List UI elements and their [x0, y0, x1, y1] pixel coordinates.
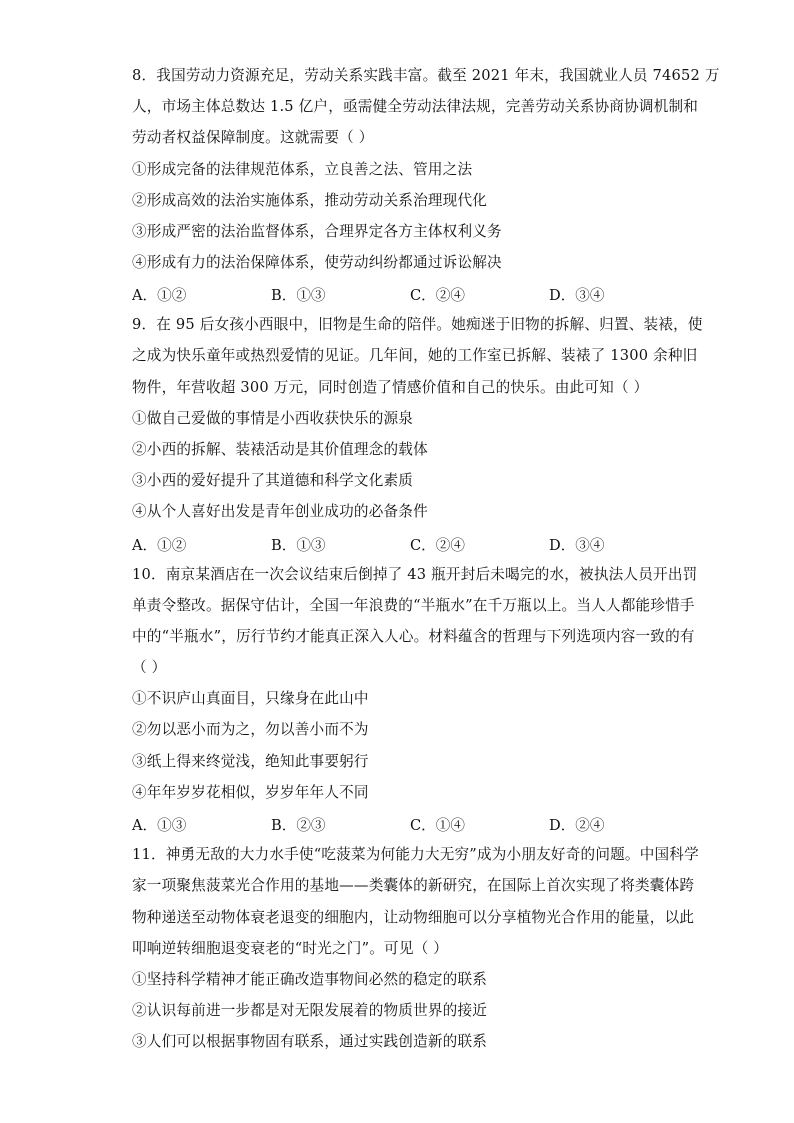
- q10-stem-line-4: （ ）: [132, 659, 167, 676]
- q8-option-c[interactable]: C．②④: [410, 287, 465, 304]
- q9-option-a[interactable]: A．①②: [132, 537, 187, 554]
- q8-item-4: ④形成有力的法治保障体系，使劳动纠纷都通过诉讼解决: [132, 254, 502, 271]
- q9-stem-line-1: 9．在 95 后女孩小西眼中，旧物是生命的陪伴。她痴迷于旧物的拆解、归置、装裱，使: [132, 316, 703, 333]
- q8-option-a[interactable]: A．①②: [132, 287, 187, 304]
- q10-stem-line-1: 10．南京某酒店在一次会议结束后倒掉了 43 瓶开封后未喝完的水，被执法人员开出罚: [132, 566, 698, 583]
- q10-item-1: ①不识庐山真面目，只缘身在此山中: [132, 690, 369, 707]
- q10-options: [132, 814, 632, 834]
- q10-stem-line-2: 单责令整改。据保守估计，全国一年浪费的“半瓶水”在千万瓶以上。当人人都能珍惜手: [132, 597, 695, 614]
- q9-option-b[interactable]: B．①③: [271, 537, 326, 554]
- q11-stem-line-3: 物种递送至动物体衰老退变的细胞内，让动物细胞可以分享植物光合作用的能量，以此: [132, 909, 695, 926]
- q10-stem-line-3: 中的“半瓶水”，厉行节约才能真正深入人心。材料蕴含的哲理与下列选项内容一致的有: [132, 628, 695, 645]
- q9-item-2: ②小西的拆解、装裱活动是其价值理念的载体: [132, 441, 428, 458]
- q8-option-b[interactable]: B．①③: [271, 287, 326, 304]
- q8-options: [132, 284, 632, 304]
- q10-item-2: ②勿以恶小而为之，勿以善小而不为: [132, 721, 369, 738]
- q10-option-d[interactable]: D．②④: [549, 817, 605, 834]
- q8-stem-line-3: 劳动者权益保障制度。这就需要（ ）: [132, 129, 374, 146]
- q9-stem-line-2: 之成为快乐童年或热烈爱情的见证。几年间，她的工作室已拆解、装裱了 1300 余种旧: [132, 347, 698, 364]
- q8-option-d[interactable]: D．③④: [549, 287, 605, 304]
- q8-item-2: ②形成高效的法治实施体系，推动劳动关系治理现代化: [132, 192, 488, 209]
- q11-stem-line-4: 叩响逆转细胞退变衰老的“时光之门”。可见（ ）: [132, 940, 449, 957]
- q10-item-3: ③纸上得来终觉浅，绝知此事要躬行: [132, 753, 369, 770]
- q8-stem-line-2: 人，市场主体总数达 1.5 亿户，亟需健全劳动法律法规，完善劳动关系协商协调机制和: [132, 98, 699, 115]
- q11-stem-line-2: 家一项聚焦菠菜光合作用的基地——类囊体的新研究，在国际上首次实现了将类囊体跨: [132, 877, 695, 894]
- q10-option-c[interactable]: C．①④: [410, 817, 465, 834]
- q11-stem-line-1: 11．神勇无敌的大力水手使“吃菠菜为何能力大无穷”成为小朋友好奇的问题。中国科学: [132, 846, 699, 863]
- q9-item-3: ③小西的爱好提升了其道德和科学文化素质: [132, 472, 414, 489]
- q10-option-a[interactable]: A．①③: [132, 817, 187, 834]
- q10-option-b[interactable]: B．②③: [271, 817, 326, 834]
- q11-item-2: ②认识每前进一步都是对无限发展着的物质世界的接近: [132, 1002, 488, 1019]
- q8-item-3: ③形成严密的法治监督体系，合理界定各方主体权利义务: [132, 223, 502, 240]
- q10-item-4: ④年年岁岁花相似，岁岁年年人不同: [132, 784, 369, 801]
- q9-stem-line-3: 物件，年营收超 300 万元，同时创造了情感价值和自己的快乐。由此可知（ ）: [132, 379, 649, 396]
- q9-option-c[interactable]: C．②④: [410, 537, 465, 554]
- q8-item-1: ①形成完备的法律规范体系，立良善之法、管用之法: [132, 161, 473, 178]
- q9-item-4: ④从个人喜好出发是青年创业成功的必备条件: [132, 503, 428, 520]
- q9-option-d[interactable]: D．③④: [549, 537, 605, 554]
- q9-options: [132, 534, 632, 554]
- q8-stem-line-1: 8．我国劳动力资源充足，劳动关系实践丰富。截至 2021 年末，我国就业人员 74652 万: [132, 67, 720, 84]
- q9-item-1: ①做自己爱做的事情是小西收获快乐的源泉: [132, 410, 414, 427]
- q11-item-1: ①坚持科学精神才能正确改造事物间必然的稳定的联系: [132, 971, 488, 988]
- q11-item-3: ③人们可以根据事物固有联系，通过实践创造新的联系: [132, 1033, 488, 1050]
